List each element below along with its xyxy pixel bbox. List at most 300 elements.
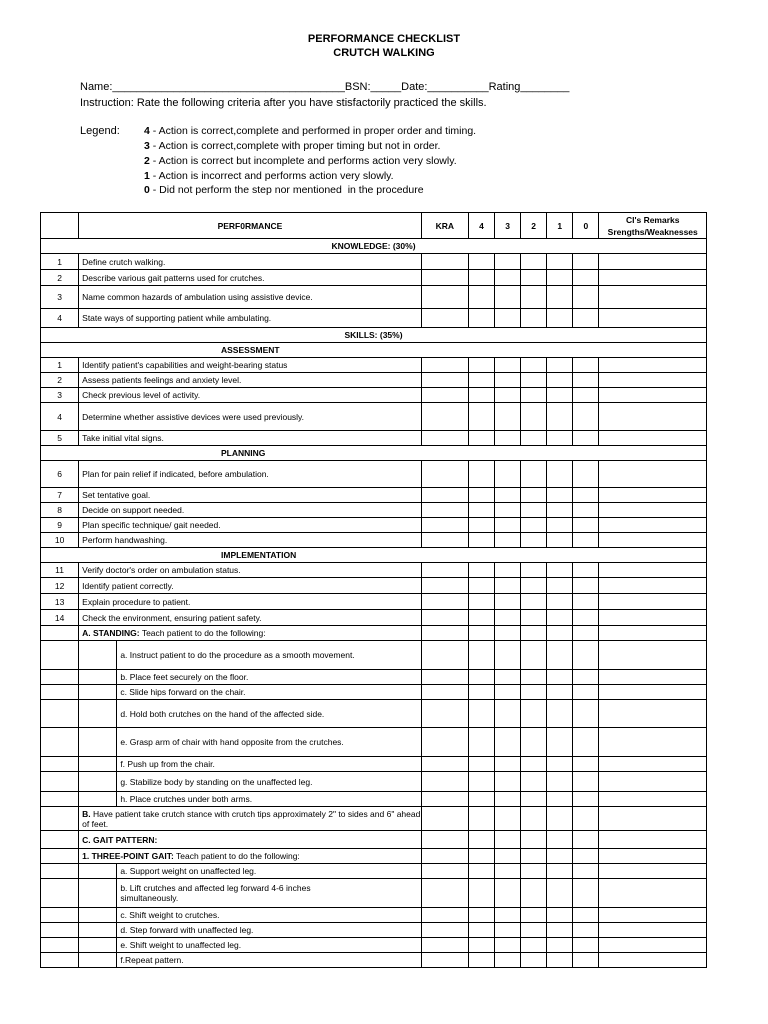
rating-cell-1[interactable]: [547, 373, 573, 388]
item-text: Decide on support needed.: [79, 503, 422, 518]
rating-cell-1[interactable]: [547, 431, 573, 446]
rating-cell-kra[interactable]: [421, 578, 468, 594]
rating-cell-1[interactable]: [547, 270, 573, 286]
rating-cell-1[interactable]: [547, 849, 573, 864]
subsection-row: [41, 446, 707, 461]
rating-cell-0[interactable]: [573, 578, 599, 594]
rating-cell-2[interactable]: [521, 461, 547, 488]
remarks-cell[interactable]: [599, 286, 707, 309]
header-score-1: 1: [547, 213, 573, 239]
rating-cell-2[interactable]: [521, 908, 547, 923]
rating-cell-1[interactable]: [547, 757, 573, 772]
section-title: KNOWLEDGE: (30%): [41, 239, 707, 254]
rating-cell-2[interactable]: [521, 728, 547, 757]
rating-cell-0[interactable]: [573, 772, 599, 792]
rating-cell-4[interactable]: [468, 849, 494, 864]
substep-line: e. Shift weight to unaffected leg.: [120, 940, 242, 950]
item-number: [41, 792, 79, 807]
rating-cell-1[interactable]: [547, 792, 573, 807]
substep-text: [117, 792, 421, 807]
rating-cell-3[interactable]: [495, 670, 521, 685]
rating-cell-1[interactable]: [547, 938, 573, 953]
rating-cell-0[interactable]: [573, 923, 599, 938]
rating-cell-2[interactable]: [521, 685, 547, 700]
rating-cell-kra[interactable]: [421, 923, 468, 938]
remarks-cell[interactable]: [599, 533, 707, 548]
rating-cell-1[interactable]: [547, 908, 573, 923]
rating-cell-kra[interactable]: [421, 953, 468, 968]
rating-cell-0[interactable]: [573, 373, 599, 388]
rating-cell-3[interactable]: [495, 286, 521, 309]
rating-cell-4[interactable]: [468, 578, 494, 594]
substep-row: [41, 953, 707, 968]
remarks-cell[interactable]: [599, 270, 707, 286]
rating-cell-2[interactable]: [521, 938, 547, 953]
rating-cell-4[interactable]: [468, 792, 494, 807]
rating-cell-kra[interactable]: [421, 641, 468, 670]
rating-cell-4[interactable]: [468, 254, 494, 270]
remarks-cell[interactable]: [599, 807, 707, 831]
rating-cell-0[interactable]: [573, 309, 599, 328]
rating-cell-4[interactable]: [468, 938, 494, 953]
rating-cell-0[interactable]: [573, 757, 599, 772]
rating-cell-2[interactable]: [521, 358, 547, 373]
rating-cell-3[interactable]: [495, 641, 521, 670]
rating-cell-2[interactable]: [521, 503, 547, 518]
remarks-cell[interactable]: [599, 403, 707, 431]
rating-cell-4[interactable]: [468, 772, 494, 792]
rating-cell-kra[interactable]: [421, 254, 468, 270]
rating-cell-3[interactable]: [495, 879, 521, 908]
indent-cell: [79, 670, 117, 685]
item-number: 5: [41, 431, 79, 446]
remarks-cell[interactable]: [599, 309, 707, 328]
rating-cell-kra[interactable]: [421, 503, 468, 518]
rating-cell-2[interactable]: [521, 388, 547, 403]
remarks-cell[interactable]: [599, 879, 707, 908]
remarks-cell[interactable]: [599, 670, 707, 685]
rating-cell-1[interactable]: [547, 879, 573, 908]
rating-cell-1[interactable]: [547, 488, 573, 503]
rating-cell-3[interactable]: [495, 757, 521, 772]
rating-cell-2[interactable]: [521, 849, 547, 864]
indent-cell: [79, 700, 117, 728]
rating-cell-0[interactable]: [573, 626, 599, 641]
remarks-cell[interactable]: [599, 849, 707, 864]
rating-cell-3[interactable]: [495, 403, 521, 431]
rating-cell-0[interactable]: [573, 358, 599, 373]
rating-cell-3[interactable]: [495, 431, 521, 446]
rating-cell-4[interactable]: [468, 831, 494, 849]
rating-cell-2[interactable]: [521, 626, 547, 641]
rating-cell-2[interactable]: [521, 831, 547, 849]
substep-line: h. Place crutches under both arms.: [120, 794, 253, 804]
rating-cell-0[interactable]: [573, 270, 599, 286]
rating-cell-3[interactable]: [495, 610, 521, 626]
rating-cell-kra[interactable]: [421, 610, 468, 626]
rating-cell-kra[interactable]: [421, 286, 468, 309]
rating-cell-kra[interactable]: [421, 461, 468, 488]
rating-cell-2[interactable]: [521, 309, 547, 328]
remarks-cell[interactable]: [599, 685, 707, 700]
rating-cell-2[interactable]: [521, 792, 547, 807]
rating-cell-kra[interactable]: [421, 792, 468, 807]
rating-cell-2[interactable]: [521, 594, 547, 610]
rating-cell-kra[interactable]: [421, 518, 468, 533]
rating-cell-0[interactable]: [573, 700, 599, 728]
rating-cell-0[interactable]: [573, 431, 599, 446]
rating-cell-4[interactable]: [468, 700, 494, 728]
rating-cell-kra[interactable]: [421, 431, 468, 446]
rating-cell-1[interactable]: [547, 953, 573, 968]
rating-cell-3[interactable]: [495, 772, 521, 792]
rating-cell-4[interactable]: [468, 388, 494, 403]
indent-cell: [79, 757, 117, 772]
rating-cell-3[interactable]: [495, 807, 521, 831]
remarks-cell[interactable]: [599, 373, 707, 388]
rating-cell-1[interactable]: [547, 578, 573, 594]
remarks-cell[interactable]: [599, 518, 707, 533]
rating-cell-3[interactable]: [495, 728, 521, 757]
rating-cell-0[interactable]: [573, 792, 599, 807]
substep-row: [41, 879, 707, 908]
substep-text: [117, 879, 421, 908]
remarks-cell[interactable]: [599, 431, 707, 446]
substep-line: f. Push up from the chair.: [120, 759, 215, 769]
rating-cell-1[interactable]: [547, 670, 573, 685]
table-row: [41, 373, 707, 388]
header-score-4: 4: [468, 213, 494, 239]
rating-cell-1[interactable]: [547, 641, 573, 670]
rating-cell-3[interactable]: [495, 685, 521, 700]
rating-cell-2[interactable]: [521, 578, 547, 594]
rating-cell-0[interactable]: [573, 286, 599, 309]
rating-cell-kra[interactable]: [421, 309, 468, 328]
rating-cell-kra[interactable]: [421, 533, 468, 548]
item-text: Verify doctor's order on ambulation status.: [79, 563, 422, 578]
rating-cell-2[interactable]: [521, 807, 547, 831]
rating-cell-2[interactable]: [521, 670, 547, 685]
remarks-cell[interactable]: [599, 594, 707, 610]
rating-cell-3[interactable]: [495, 938, 521, 953]
rating-cell-kra[interactable]: [421, 270, 468, 286]
rating-cell-2[interactable]: [521, 270, 547, 286]
indent-cell: [79, 728, 117, 757]
rating-cell-kra[interactable]: [421, 670, 468, 685]
rating-cell-0[interactable]: [573, 807, 599, 831]
table-row: [41, 286, 707, 309]
rating-cell-4[interactable]: [468, 518, 494, 533]
rating-cell-kra[interactable]: [421, 772, 468, 792]
remarks-cell[interactable]: [599, 757, 707, 772]
rating-cell-kra[interactable]: [421, 831, 468, 849]
rating-cell-3[interactable]: [495, 792, 521, 807]
indent-cell: [79, 685, 117, 700]
rating-cell-3[interactable]: [495, 908, 521, 923]
rating-cell-3[interactable]: [495, 953, 521, 968]
rating-cell-1[interactable]: [547, 563, 573, 578]
substep-line: b. Place feet securely on the floor.: [120, 672, 249, 682]
rating-cell-0[interactable]: [573, 254, 599, 270]
rating-cell-0[interactable]: [573, 461, 599, 488]
rating-cell-3[interactable]: [495, 594, 521, 610]
rating-cell-1[interactable]: [547, 594, 573, 610]
rating-cell-4[interactable]: [468, 908, 494, 923]
rating-cell-3[interactable]: [495, 254, 521, 270]
remarks-cell[interactable]: [599, 461, 707, 488]
rating-cell-0[interactable]: [573, 953, 599, 968]
substep-text: [117, 670, 421, 685]
rating-cell-0[interactable]: [573, 685, 599, 700]
rating-cell-kra[interactable]: [421, 879, 468, 908]
rating-cell-1[interactable]: [547, 923, 573, 938]
rating-cell-4[interactable]: [468, 594, 494, 610]
rating-cell-1[interactable]: [547, 358, 573, 373]
item-text: Identify patient's capabilities and weight-bearing status: [79, 358, 422, 373]
rating-cell-3[interactable]: [495, 849, 521, 864]
substep-line: c. Slide hips forward on the chair.: [120, 687, 246, 697]
rating-cell-4[interactable]: [468, 641, 494, 670]
rating-cell-0[interactable]: [573, 503, 599, 518]
rating-cell-3[interactable]: [495, 461, 521, 488]
name-bsn-date-rating-line: Name:______________________________________BSN:_____Date:__________Rating________: [80, 81, 570, 93]
rating-cell-0[interactable]: [573, 849, 599, 864]
rating-cell-4[interactable]: [468, 953, 494, 968]
rating-cell-2[interactable]: [521, 700, 547, 728]
rating-cell-1[interactable]: [547, 309, 573, 328]
legend-item-4: 4 - Action is correct,complete and performed in proper order and timing.: [144, 125, 477, 137]
rating-cell-3[interactable]: [495, 626, 521, 641]
remarks-cell[interactable]: [599, 938, 707, 953]
rating-cell-4[interactable]: [468, 431, 494, 446]
rating-cell-1[interactable]: [547, 533, 573, 548]
subsection-title: IMPLEMENTATION: [41, 548, 707, 563]
item-number: 14: [41, 610, 79, 626]
rating-cell-3[interactable]: [495, 831, 521, 849]
remarks-cell[interactable]: [599, 578, 707, 594]
rating-cell-2[interactable]: [521, 254, 547, 270]
remarks-cell[interactable]: [599, 358, 707, 373]
rating-cell-0[interactable]: [573, 388, 599, 403]
rating-cell-2[interactable]: [521, 772, 547, 792]
item-text: Determine whether assistive devices were used previously.: [79, 403, 422, 431]
substep-text: [117, 757, 421, 772]
rating-cell-2[interactable]: [521, 923, 547, 938]
remarks-cell[interactable]: [599, 700, 707, 728]
rating-cell-3[interactable]: [495, 518, 521, 533]
rating-cell-kra[interactable]: [421, 388, 468, 403]
rating-cell-kra[interactable]: [421, 373, 468, 388]
rating-cell-3[interactable]: [495, 864, 521, 879]
rating-cell-kra[interactable]: [421, 685, 468, 700]
rating-cell-0[interactable]: [573, 938, 599, 953]
rating-cell-4[interactable]: [468, 309, 494, 328]
item-text: Plan specific technique/ gait needed.: [79, 518, 422, 533]
rating-cell-3[interactable]: [495, 563, 521, 578]
remarks-cell[interactable]: [599, 254, 707, 270]
rating-cell-2[interactable]: [521, 563, 547, 578]
remarks-cell[interactable]: [599, 831, 707, 849]
subsection-title: PLANNING: [41, 446, 707, 461]
item-number: [41, 831, 79, 849]
remarks-cell[interactable]: [599, 908, 707, 923]
rating-cell-4[interactable]: [468, 563, 494, 578]
legend-item-2: 2 - Action is correct but incomplete and performs action very slowly.: [144, 155, 457, 167]
item-number: [41, 908, 79, 923]
rating-cell-2[interactable]: [521, 610, 547, 626]
remarks-cell[interactable]: [599, 641, 707, 670]
rating-cell-0[interactable]: [573, 563, 599, 578]
item-text: Check the environment, ensuring patient safety.: [79, 610, 422, 626]
rating-cell-3[interactable]: [495, 270, 521, 286]
rating-cell-1[interactable]: [547, 626, 573, 641]
substep-row: [41, 685, 707, 700]
remarks-cell[interactable]: [599, 792, 707, 807]
item-number: 3: [41, 388, 79, 403]
rating-cell-4[interactable]: [468, 626, 494, 641]
rating-cell-0[interactable]: [573, 488, 599, 503]
rating-cell-1[interactable]: [547, 610, 573, 626]
rating-cell-2[interactable]: [521, 533, 547, 548]
rating-cell-2[interactable]: [521, 488, 547, 503]
rating-cell-1[interactable]: [547, 461, 573, 488]
rating-cell-kra[interactable]: [421, 700, 468, 728]
rating-cell-kra[interactable]: [421, 757, 468, 772]
rating-cell-3[interactable]: [495, 503, 521, 518]
rating-cell-2[interactable]: [521, 879, 547, 908]
header-performance: PERF0RMANCE: [79, 213, 422, 239]
rating-cell-4[interactable]: [468, 879, 494, 908]
rating-cell-3[interactable]: [495, 373, 521, 388]
rating-cell-4[interactable]: [468, 670, 494, 685]
remarks-cell[interactable]: [599, 503, 707, 518]
rating-cell-4[interactable]: [468, 403, 494, 431]
rating-cell-kra[interactable]: [421, 626, 468, 641]
item-number: [41, 879, 79, 908]
rating-cell-4[interactable]: [468, 807, 494, 831]
remarks-cell[interactable]: [599, 772, 707, 792]
rating-cell-0[interactable]: [573, 594, 599, 610]
rating-cell-1[interactable]: [547, 286, 573, 309]
rating-cell-0[interactable]: [573, 879, 599, 908]
rating-cell-0[interactable]: [573, 518, 599, 533]
rating-cell-0[interactable]: [573, 831, 599, 849]
rating-cell-3[interactable]: [495, 388, 521, 403]
rating-cell-kra[interactable]: [421, 488, 468, 503]
rating-cell-3[interactable]: [495, 309, 521, 328]
rating-cell-0[interactable]: [573, 641, 599, 670]
rating-cell-2[interactable]: [521, 373, 547, 388]
rating-cell-kra[interactable]: [421, 594, 468, 610]
rating-cell-4[interactable]: [468, 685, 494, 700]
rating-cell-2[interactable]: [521, 953, 547, 968]
remarks-cell[interactable]: [599, 626, 707, 641]
rating-cell-kra[interactable]: [421, 563, 468, 578]
rating-cell-4[interactable]: [468, 270, 494, 286]
rating-cell-3[interactable]: [495, 923, 521, 938]
rating-cell-1[interactable]: [547, 772, 573, 792]
rating-cell-1[interactable]: [547, 728, 573, 757]
rating-cell-4[interactable]: [468, 503, 494, 518]
rating-cell-kra[interactable]: [421, 403, 468, 431]
rating-cell-1[interactable]: [547, 864, 573, 879]
rating-cell-kra[interactable]: [421, 938, 468, 953]
rating-cell-4[interactable]: [468, 533, 494, 548]
rating-cell-2[interactable]: [521, 864, 547, 879]
step-heading-row: [41, 626, 707, 641]
rating-cell-4[interactable]: [468, 923, 494, 938]
rating-cell-4[interactable]: [468, 373, 494, 388]
remarks-cell[interactable]: [599, 864, 707, 879]
rating-cell-2[interactable]: [521, 286, 547, 309]
rating-cell-4[interactable]: [468, 610, 494, 626]
rating-cell-4[interactable]: [468, 488, 494, 503]
rating-cell-1[interactable]: [547, 403, 573, 431]
rating-cell-1[interactable]: [547, 685, 573, 700]
rating-cell-kra[interactable]: [421, 358, 468, 373]
remarks-cell[interactable]: [599, 953, 707, 968]
rating-cell-4[interactable]: [468, 864, 494, 879]
table-row: [41, 533, 707, 548]
rating-cell-0[interactable]: [573, 533, 599, 548]
rating-cell-kra[interactable]: [421, 849, 468, 864]
rating-cell-3[interactable]: [495, 700, 521, 728]
rating-cell-3[interactable]: [495, 358, 521, 373]
rating-cell-0[interactable]: [573, 403, 599, 431]
rating-cell-3[interactable]: [495, 488, 521, 503]
remarks-cell[interactable]: [599, 563, 707, 578]
rating-cell-2[interactable]: [521, 518, 547, 533]
rating-cell-kra[interactable]: [421, 908, 468, 923]
rating-cell-4[interactable]: [468, 757, 494, 772]
rating-cell-1[interactable]: [547, 388, 573, 403]
rating-cell-2[interactable]: [521, 403, 547, 431]
remarks-cell[interactable]: [599, 488, 707, 503]
remarks-cell[interactable]: [599, 728, 707, 757]
rating-cell-0[interactable]: [573, 864, 599, 879]
rating-cell-4[interactable]: [468, 358, 494, 373]
rating-cell-0[interactable]: [573, 908, 599, 923]
rating-cell-4[interactable]: [468, 286, 494, 309]
rating-cell-1[interactable]: [547, 831, 573, 849]
rating-cell-2[interactable]: [521, 757, 547, 772]
remarks-cell[interactable]: [599, 388, 707, 403]
rating-cell-1[interactable]: [547, 700, 573, 728]
rating-cell-2[interactable]: [521, 641, 547, 670]
rating-cell-kra[interactable]: [421, 807, 468, 831]
rating-cell-3[interactable]: [495, 578, 521, 594]
item-text: Set tentative goal.: [79, 488, 422, 503]
substep-row: [41, 772, 707, 792]
rating-cell-0[interactable]: [573, 610, 599, 626]
rating-cell-kra[interactable]: [421, 864, 468, 879]
remarks-cell[interactable]: [599, 923, 707, 938]
checklist-table: [40, 212, 707, 968]
rating-cell-0[interactable]: [573, 670, 599, 685]
rating-cell-1[interactable]: [547, 503, 573, 518]
rating-cell-4[interactable]: [468, 461, 494, 488]
rating-cell-0[interactable]: [573, 728, 599, 757]
rating-cell-4[interactable]: [468, 728, 494, 757]
rating-cell-1[interactable]: [547, 518, 573, 533]
rating-cell-1[interactable]: [547, 807, 573, 831]
remarks-cell[interactable]: [599, 610, 707, 626]
rating-cell-2[interactable]: [521, 431, 547, 446]
rating-cell-3[interactable]: [495, 533, 521, 548]
item-text: Plan for pain relief if indicated, before ambulation.: [79, 461, 422, 488]
rating-cell-1[interactable]: [547, 254, 573, 270]
rating-cell-kra[interactable]: [421, 728, 468, 757]
